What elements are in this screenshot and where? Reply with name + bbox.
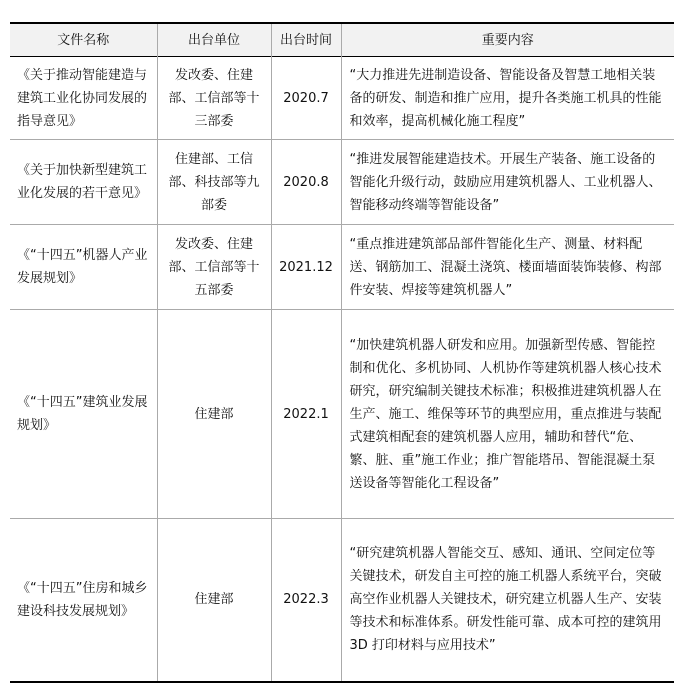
key-content-cell: “推进发展智能建造技术。开展生产装备、施工设备的智能化升级行动，鼓励应用建筑机器人、工业机器人、智能移动终端等智能设备” — [341, 140, 674, 225]
policy-table — [10, 22, 674, 683]
issue-date-cell: 2020.8 — [271, 140, 341, 225]
table-row — [10, 310, 674, 519]
table-row — [10, 140, 674, 225]
issue-date-cell: 2022.3 — [271, 519, 341, 682]
document-name-cell: 《关于推动智能建造与建筑工业化协同发展的指导意见》 — [17, 67, 148, 129]
table-row — [10, 519, 674, 682]
issuing-unit-cell: 住建部、工信部、科技部等九部委 — [157, 140, 271, 225]
header-key-content: 重要内容 — [341, 23, 674, 57]
document-name-cell: 《关于加快新型建筑工业化发展的若干意见》 — [17, 163, 148, 201]
document-name-cell: 《“十四五”机器人产业发展规划》 — [17, 248, 148, 286]
issuing-unit-cell: 发改委、住建部、工信部等十三部委 — [157, 57, 271, 140]
key-content-cell: “大力推进先进制造设备、智能设备及智慧工地相关装备的研发、制造和推广应用，提升各类施工机具的性能和效率，提高机械化施工程度” — [341, 57, 674, 140]
table-row — [10, 57, 674, 140]
key-content-cell: “研究建筑机器人智能交互、感知、通讯、空间定位等关键技术，研发自主可控的施工机器人系统平台，突破高空作业机器人关键技术，研究建立机器人生产、安装等技术和标准体系。研发性能可靠、成本可控的建筑用 3D 打印材料与应用技术” — [341, 519, 674, 682]
issue-date-cell: 2021.12 — [271, 225, 341, 310]
issue-date-cell: 2020.7 — [271, 57, 341, 140]
header-issuing-unit: 出台单位 — [157, 23, 271, 57]
issue-date-cell: 2022.1 — [271, 310, 341, 519]
key-content-cell: “重点推进建筑部品部件智能化生产、测量、材料配送、钢筋加工、混凝土浇筑、楼面墙面装饰装修、构部件安装、焊接等建筑机器人” — [341, 225, 674, 310]
issuing-unit-cell: 发改委、住建部、工信部等十五部委 — [157, 225, 271, 310]
table-header-row — [10, 23, 674, 57]
header-document-name: 文件名称 — [57, 32, 110, 48]
issuing-unit-cell: 住建部 — [157, 310, 271, 519]
key-content-cell: “加快建筑机器人研发和应用。加强新型传感、智能控制和优化、多机协同、人机协作等建筑机器人核心技术研究，研究编制关键技术标准；积极推进建筑机器人在生产、施工、维保等环节的典型应用，重点推进与装配式建筑相配套的建筑机器人应用，辅助和替代“危、繁、脏、重”施工作业；推广智能塔吊、智能混凝土泵送设备等智能化工程设备” — [341, 310, 674, 519]
document-name-cell: 《“十四五”建筑业发展规划》 — [17, 395, 148, 433]
issuing-unit-cell: 住建部 — [157, 519, 271, 682]
header-issue-date: 出台时间 — [271, 23, 341, 57]
table-row — [10, 225, 674, 310]
document-name-cell: 《“十四五”住房和城乡建设科技发展规划》 — [17, 580, 148, 619]
